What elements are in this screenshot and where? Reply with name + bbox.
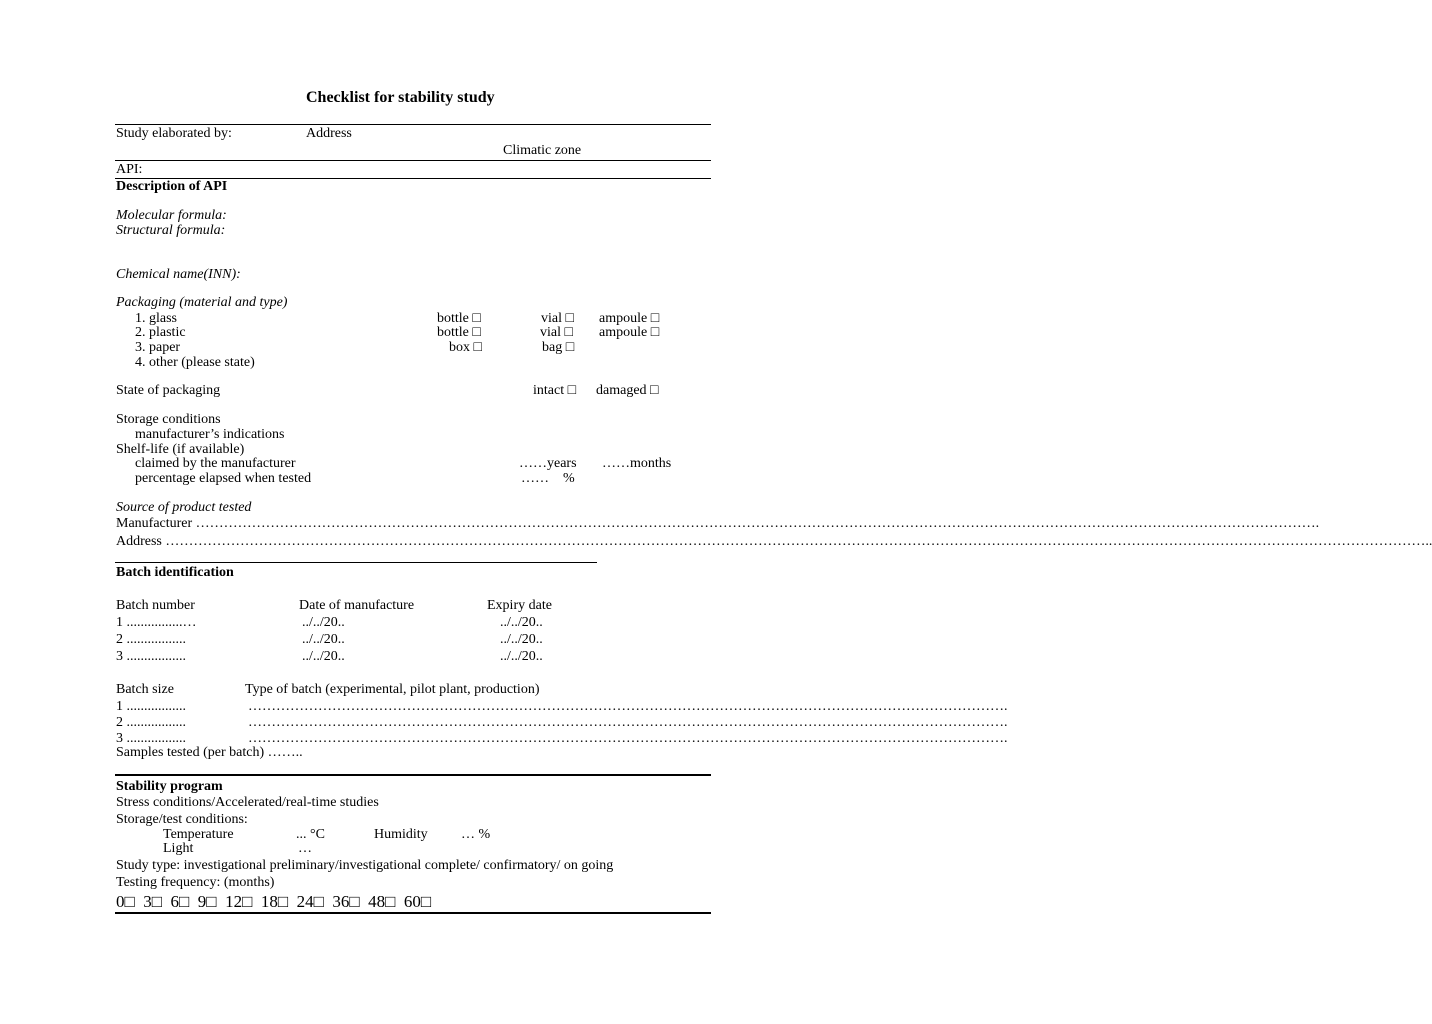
humidity-field[interactable]: … % xyxy=(461,827,491,842)
packaging-item: 3. paper xyxy=(135,340,181,355)
manufacture-date-field[interactable]: ../../20.. xyxy=(302,649,345,664)
batch-type-field[interactable]: ………………………………………………………………………………………………………………………………………………. xyxy=(248,731,1008,746)
batch-type-field[interactable]: ………………………………………………………………………………………………………………………………………………. xyxy=(248,715,1008,730)
expiry-date-field[interactable]: ../../20.. xyxy=(500,615,543,630)
batch-number-field[interactable]: 3 ................. xyxy=(116,649,186,664)
years-field[interactable]: ……years xyxy=(519,456,577,471)
batch-size-field[interactable]: 3 ................. xyxy=(116,731,186,746)
storage-test-label: Storage/test conditions: xyxy=(116,812,248,827)
months-checkboxes[interactable]: 0□ 3□ 6□ 9□ 12□ 18□ 24□ 36□ 48□ 60□ xyxy=(116,892,432,911)
manufacture-date-field[interactable]: ../../20.. xyxy=(302,632,345,647)
damaged-checkbox[interactable]: damaged □ xyxy=(596,383,659,398)
percentage-field[interactable]: …… % xyxy=(521,471,575,486)
batch-size-field[interactable]: 2 ................. xyxy=(116,715,186,730)
chemical-name-label: Chemical name(INN): xyxy=(116,267,241,282)
structural-formula-label: Structural formula: xyxy=(116,223,226,238)
api-label: API: xyxy=(116,162,143,177)
divider xyxy=(115,774,711,776)
temperature-field[interactable]: ... °C xyxy=(296,827,325,842)
address-field[interactable]: Address ……………………………………………………………………………………………………………………………………………………………………………………………………………………………………………….. xyxy=(116,534,1432,549)
divider xyxy=(115,912,711,914)
date-manufacture-header: Date of manufacture xyxy=(299,598,415,613)
page-title: Checklist for stability study xyxy=(306,89,495,106)
batch-size-header: Batch size xyxy=(116,682,174,697)
bottle-checkbox[interactable]: bottle □ xyxy=(437,311,481,326)
storage-conditions-label: Storage conditions xyxy=(116,412,221,427)
study-type-label: Study type: investigational preliminary/investigational complete/ confirmatory/ on going xyxy=(116,858,614,873)
humidity-label: Humidity xyxy=(374,827,428,842)
box-checkbox[interactable]: box □ xyxy=(449,340,482,355)
molecular-formula-label: Molecular formula: xyxy=(116,208,227,223)
light-label: Light xyxy=(163,841,194,856)
stability-heading: Stability program xyxy=(116,779,223,794)
vial-checkbox[interactable]: vial □ xyxy=(540,325,573,340)
stress-conditions-label: Stress conditions/Accelerated/real-time studies xyxy=(116,795,379,810)
shelf-life-label: Shelf-life (if available) xyxy=(116,442,245,457)
climatic-zone-label: Climatic zone xyxy=(503,143,582,158)
batch-number-field[interactable]: 1 ................… xyxy=(116,615,197,630)
state-of-packaging-label: State of packaging xyxy=(116,383,221,398)
samples-tested-field[interactable]: Samples tested (per batch) …….. xyxy=(116,745,303,760)
expiry-date-field[interactable]: ../../20.. xyxy=(500,632,543,647)
description-heading: Description of API xyxy=(116,179,228,194)
expiry-date-field[interactable]: ../../20.. xyxy=(500,649,543,664)
study-by-label: Study elaborated by: xyxy=(116,126,232,141)
packaging-item: 2. plastic xyxy=(135,325,186,340)
batch-size-field[interactable]: 1 ................. xyxy=(116,699,186,714)
batch-number-header: Batch number xyxy=(116,598,195,613)
manufacturer-field[interactable]: Manufacturer ……………………………………………………………………………………………………………………………………………………………………………………………………………………. xyxy=(116,516,1320,531)
temperature-label: Temperature xyxy=(163,827,234,842)
months-field[interactable]: ……months xyxy=(602,456,672,471)
expiry-date-header: Expiry date xyxy=(487,598,552,613)
manufacture-date-field[interactable]: ../../20.. xyxy=(302,615,345,630)
packaging-item: 1. glass xyxy=(135,311,177,326)
ampoule-checkbox[interactable]: ampoule □ xyxy=(599,311,660,326)
source-label: Source of product tested xyxy=(116,500,252,515)
light-field[interactable]: … xyxy=(298,841,312,856)
batch-heading: Batch identification xyxy=(116,565,234,580)
manufacturer-indications-label: manufacturer’s indications xyxy=(135,427,285,442)
address-label: Address xyxy=(306,126,352,141)
ampoule-checkbox[interactable]: ampoule □ xyxy=(599,325,660,340)
testing-frequency-label: Testing frequency: (months) xyxy=(116,875,275,890)
percentage-label: percentage elapsed when tested xyxy=(135,471,312,486)
bag-checkbox[interactable]: bag □ xyxy=(542,340,575,355)
vial-checkbox[interactable]: vial □ xyxy=(541,311,574,326)
packaging-item: 4. other (please state) xyxy=(135,355,255,370)
batch-number-field[interactable]: 2 ................. xyxy=(116,632,186,647)
claimed-label: claimed by the manufacturer xyxy=(135,456,296,471)
divider xyxy=(115,562,597,563)
packaging-label: Packaging (material and type) xyxy=(116,295,288,310)
batch-type-field[interactable]: ………………………………………………………………………………………………………………………………………………. xyxy=(248,699,1008,714)
bottle-checkbox[interactable]: bottle □ xyxy=(437,325,481,340)
divider xyxy=(115,124,711,125)
batch-type-header: Type of batch (experimental, pilot plant, production) xyxy=(245,682,540,697)
divider xyxy=(115,160,711,161)
intact-checkbox[interactable]: intact □ xyxy=(533,383,577,398)
